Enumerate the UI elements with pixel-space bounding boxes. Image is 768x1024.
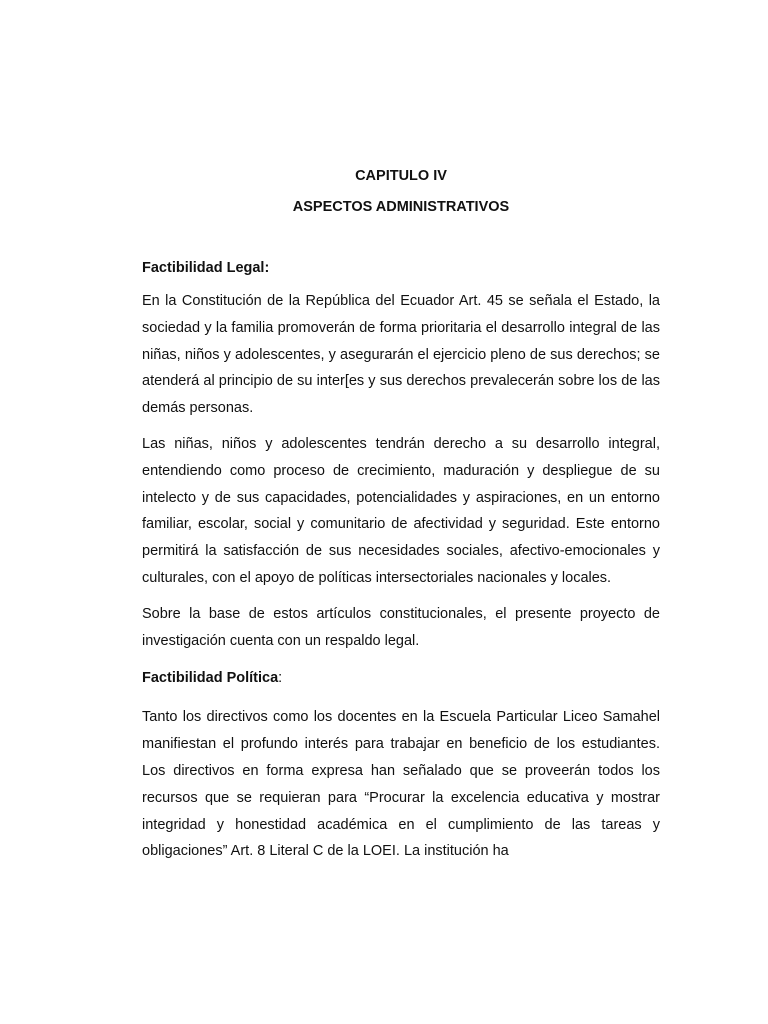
chapter-subtitle: ASPECTOS ADMINISTRATIVOS [292, 199, 510, 215]
paragraph-legal-1: En la Constitución de la República del Ecuador Art. 45 se señala el Estado, la sociedad y la familia promoverán de forma prioritaria el desarrollo integral de las niñas, niños y adolescentes, y asegurarán el ejercicio pleno de sus derechos; se atenderá al principio de su inter[es y sus derechos prevalecerán sobre los de las demás personas. [142, 293, 660, 417]
section-heading-legal [142, 258, 660, 278]
section-heading-politica-colon: : [278, 670, 283, 687]
paragraph-politica-1: Tanto los directivos como los docentes en la Escuela Particular Liceo Samahel manifiestan el profundo interés para trabajar en beneficio de los estudiantes. Los directivos en forma expresa han señalado que se proveerán todos los recursos que se requieran para “Procurar la excelencia educativa y mostrar integridad y honestidad académica en el cumplimiento de las tareas y obligaciones” Art. 8 Literal C de la LOEI. La institución ha [142, 709, 660, 860]
paragraph-legal-2: Las niñas, niños y adolescentes tendrán derecho a su desarrollo integral, entendiendo como proceso de crecimiento, maduración y despliegue de su intelecto y de sus capacidades, potencialidades y aspiraciones, en un entorno familiar, escolar, social y comunitario de afectividad y seguridad. Este entorno permitirá la satisfacción de sus necesidades sociales, afectivo-emocionales y culturales, con el apoyo de políticas intersectoriales nacionales y locales. [142, 435, 660, 586]
section-heading-politica-text: Factibilidad Política [142, 670, 279, 687]
document-page [142, 166, 660, 874]
section-heading-legal-text: Factibilidad Legal: [142, 260, 270, 276]
paragraph-legal-3: Sobre la base de estos artículos constitucionales, el presente proyecto de investigación cuenta con un respaldo legal. [142, 605, 660, 649]
chapter-title: CAPITULO IV [355, 168, 447, 184]
section-heading-politica [142, 668, 660, 688]
